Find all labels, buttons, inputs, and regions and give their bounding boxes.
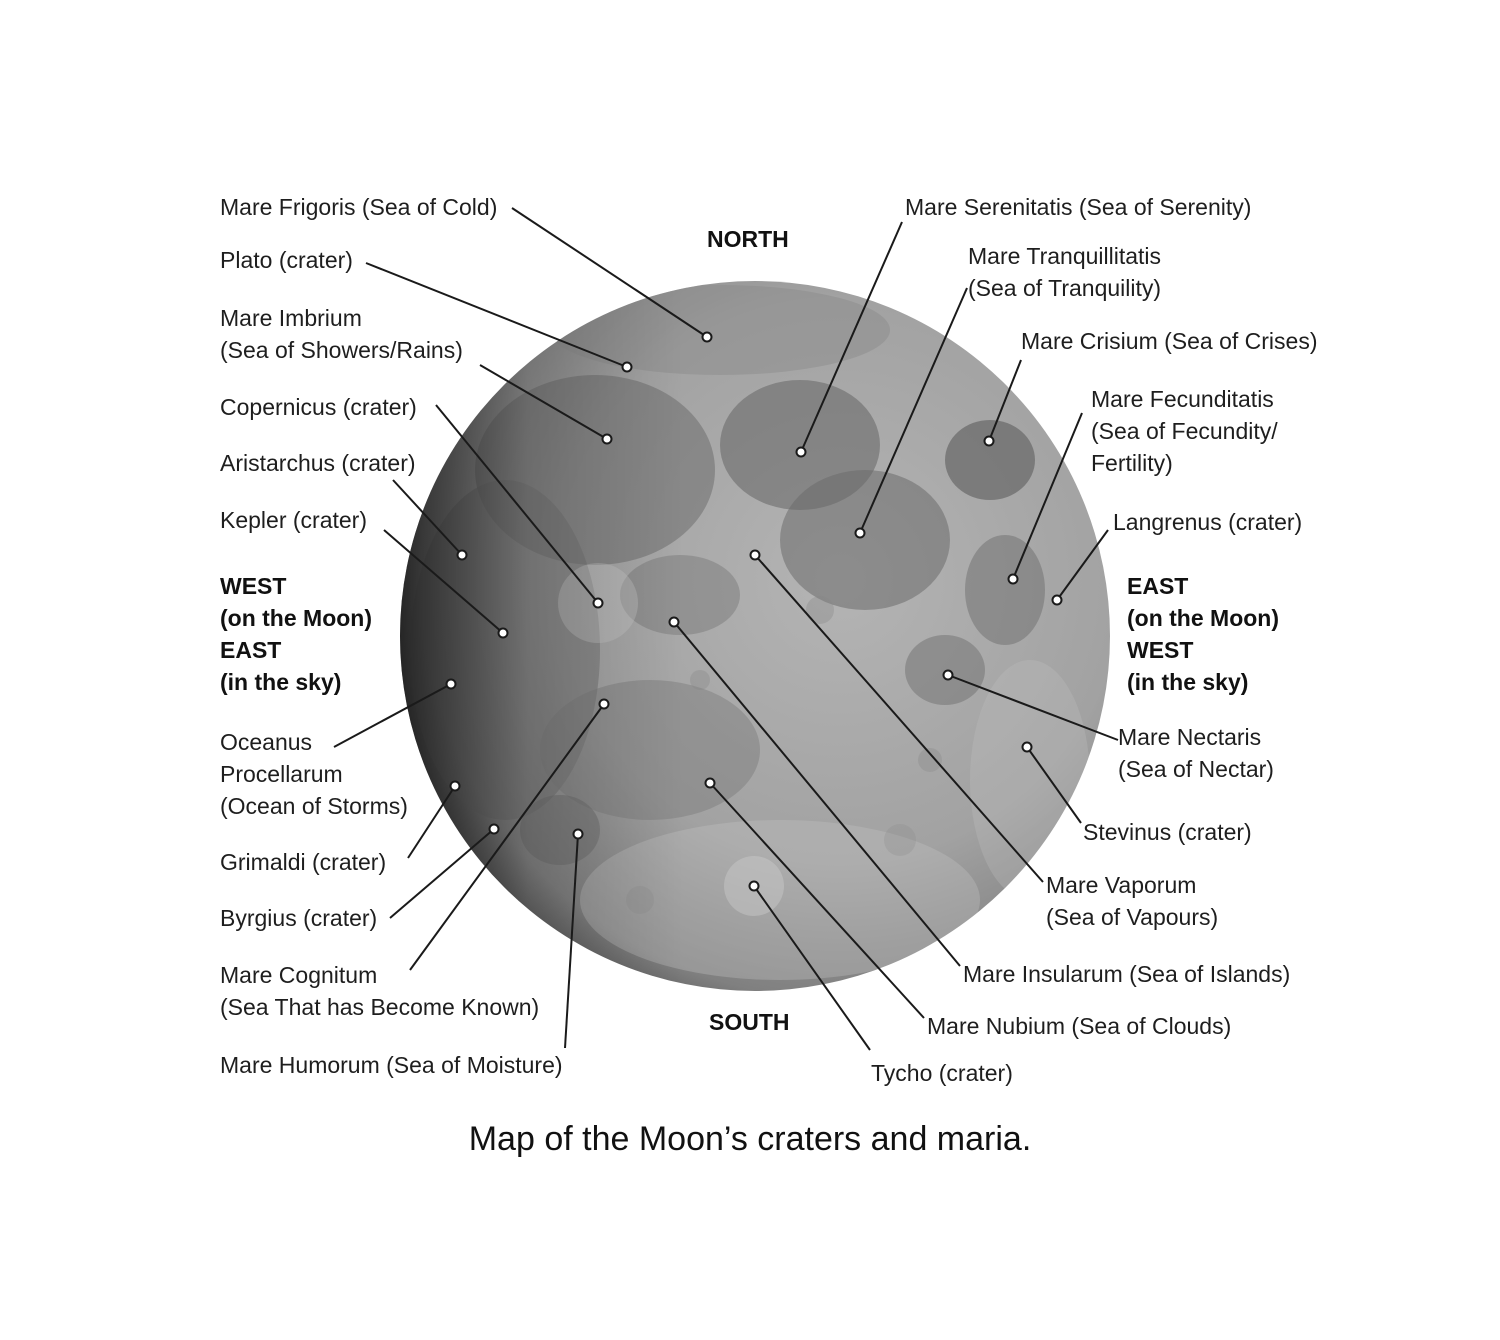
stevinus-label-line: Stevinus (crater): [1083, 819, 1252, 845]
mare-vaporum-marker: [751, 551, 760, 560]
grimaldi-label: [220, 846, 386, 878]
byrgius-leader-line: [390, 829, 494, 918]
south-label: SOUTH: [709, 1009, 790, 1035]
copernicus-label-line: Copernicus (crater): [220, 394, 417, 420]
tycho-label: [871, 1057, 1013, 1089]
mare-imbrium-label-line: (Sea of Showers/Rains): [220, 337, 463, 363]
mare-tranquillitatis-label-line: (Sea of Tranquility): [968, 275, 1162, 301]
mare-nubium-label: [927, 1010, 1231, 1042]
kepler-marker: [499, 629, 508, 638]
aristarchus-marker: [458, 551, 467, 560]
east-on-moon-label: EAST (on the Moon) WEST (in the sky): [1127, 573, 1280, 695]
byrgius-label: [220, 902, 377, 934]
grimaldi-label-line: Grimaldi (crater): [220, 849, 387, 875]
aristarchus-label: [220, 447, 416, 479]
mare-nectaris-marker: [944, 671, 953, 680]
mare-imbrium-marker: [603, 435, 612, 444]
mare-serenitatis-label: [905, 191, 1251, 223]
mare-fecunditatis-marker: [1009, 575, 1018, 584]
mare-frigoris-marker: [703, 333, 712, 342]
copernicus-marker: [594, 599, 603, 608]
mare-tranquillitatis-label: [968, 240, 1161, 304]
mare-fecunditatis-label-line: (Sea of Fecundity/: [1091, 418, 1278, 444]
plato-marker: [623, 363, 632, 372]
mare-vaporum-label-line: Mare Vaporum: [1046, 872, 1197, 898]
langrenus-marker: [1053, 596, 1062, 605]
north-label: NORTH: [707, 226, 789, 252]
aristarchus-label-line: Aristarchus (crater): [220, 450, 416, 476]
mare-cognitum-label: [220, 959, 539, 1023]
mare-fecunditatis-label-line: Fertility): [1091, 450, 1173, 476]
byrgius-label-line: Byrgius (crater): [220, 905, 378, 931]
oceanus-procellarum-label-line: (Ocean of Storms): [220, 793, 408, 819]
oceanus-procellarum-label-line: Oceanus: [220, 729, 313, 755]
langrenus-label: [1113, 506, 1302, 538]
oceanus-procellarum-label-line: Procellarum: [220, 761, 343, 787]
mare-serenitatis-marker: [797, 448, 806, 457]
mare-fecunditatis-label-line: Mare Fecunditatis: [1091, 386, 1274, 412]
west-on-moon-label: WEST (on the Moon) EAST (in the sky): [220, 573, 373, 695]
mare-nubium-label-line: Mare Nubium (Sea of Clouds): [927, 1013, 1232, 1039]
byrgius-marker: [490, 825, 499, 834]
oceanus-procellarum-marker: [447, 680, 456, 689]
mare-cognitum-marker: [600, 700, 609, 709]
copernicus-label: [220, 391, 417, 423]
oceanus-procellarum-label: [220, 726, 408, 822]
grimaldi-leader-line: [408, 786, 455, 858]
mare-vaporum-label: [1046, 869, 1218, 933]
mare-crisium-label: [1021, 325, 1318, 357]
caption: Map of the Moon’s craters and maria.: [468, 1120, 1032, 1158]
langrenus-label-line: Langrenus (crater): [1113, 509, 1303, 535]
mare-vaporum-label-line: (Sea of Vapours): [1046, 904, 1219, 930]
mare-cognitum-label-line: Mare Cognitum: [220, 962, 378, 988]
stevinus-marker: [1023, 743, 1032, 752]
mare-frigoris-label-line: Mare Frigoris (Sea of Cold): [220, 194, 498, 220]
grimaldi-marker: [451, 782, 460, 791]
mare-humorum-label-line: Mare Humorum (Sea of Moisture): [220, 1052, 563, 1078]
mare-crisium-marker: [985, 437, 994, 446]
mare-nectaris-label-line: (Sea of Nectar): [1118, 756, 1274, 782]
mare-tranquillitatis-label-line: Mare Tranquillitatis: [968, 243, 1162, 269]
mare-insularum-label: [963, 958, 1290, 990]
mare-tranquillitatis-marker: [856, 529, 865, 538]
mare-nectaris-label: [1118, 721, 1274, 785]
tycho-marker: [750, 882, 759, 891]
mare-imbrium-label: [220, 302, 463, 366]
mare-imbrium-label-line: Mare Imbrium: [220, 305, 362, 331]
mare-cognitum-label-line: (Sea That has Become Known): [220, 994, 540, 1020]
plato-label-line: Plato (crater): [220, 247, 353, 273]
tycho-label-line: Tycho (crater): [871, 1060, 1013, 1086]
mare-insularum-marker: [670, 618, 679, 627]
mare-humorum-marker: [574, 830, 583, 839]
kepler-label-line: Kepler (crater): [220, 507, 367, 533]
mare-humorum-label: [220, 1049, 563, 1081]
mare-serenitatis-label-line: Mare Serenitatis (Sea of Serenity): [905, 194, 1252, 220]
mare-nectaris-label-line: Mare Nectaris: [1118, 724, 1262, 750]
mare-frigoris-label: [220, 191, 497, 223]
stevinus-label: [1083, 816, 1252, 848]
mare-fecunditatis-label: [1091, 383, 1278, 479]
plato-label: [220, 244, 353, 276]
kepler-label: [220, 504, 367, 536]
mare-crisium-label-line: Mare Crisium (Sea of Crises): [1021, 328, 1318, 354]
mare-insularum-label-line: Mare Insularum (Sea of Islands): [963, 961, 1291, 987]
mare-nubium-marker: [706, 779, 715, 788]
